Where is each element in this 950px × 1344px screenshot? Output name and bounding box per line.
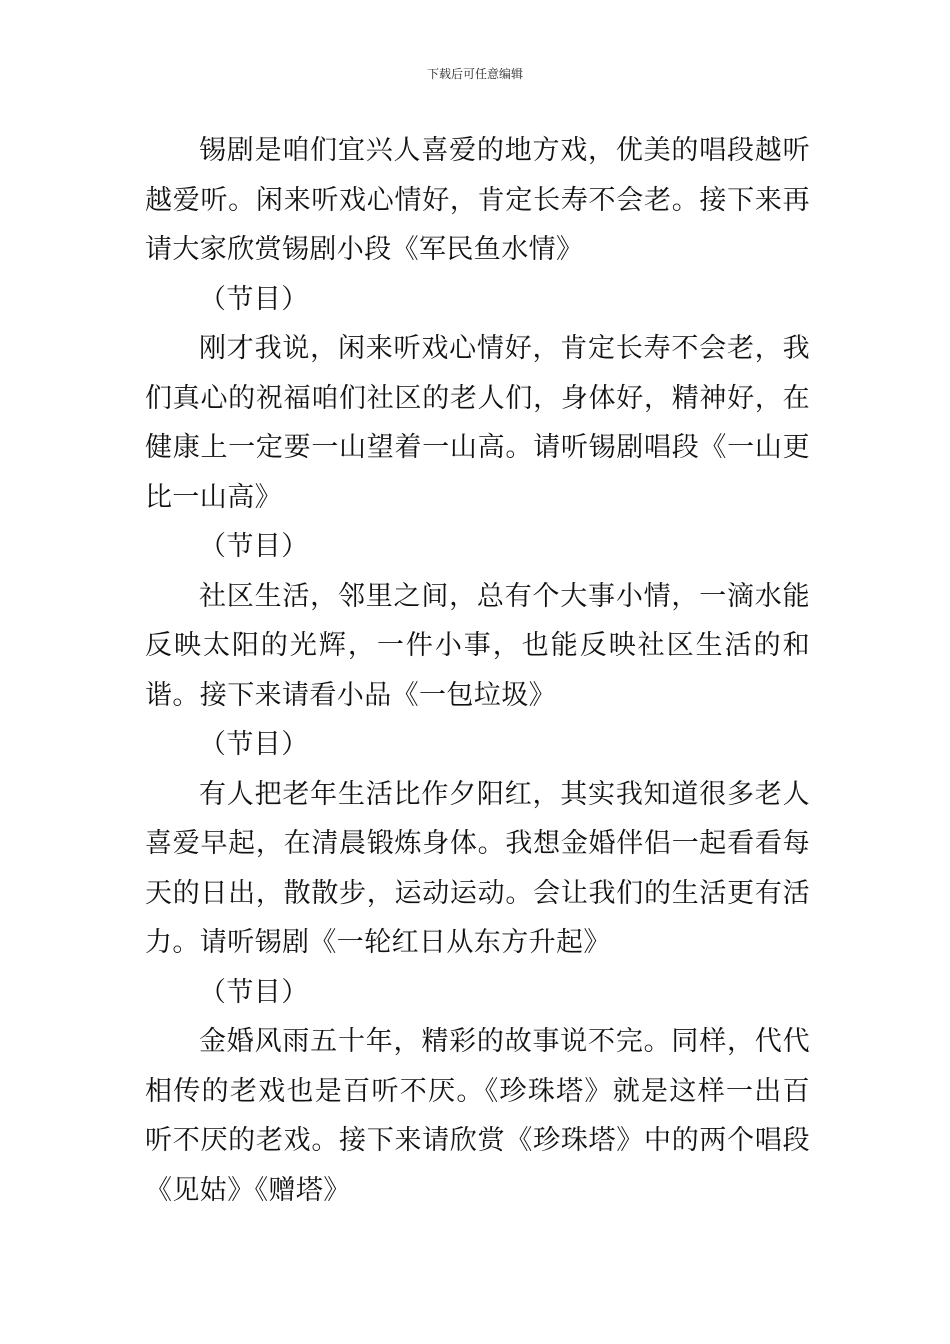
program-marker: （节目）: [199, 531, 309, 562]
paragraph-intro-xiju: 锡剧是咱们宜兴人喜爱的地方戏，优美的唱段越听越爱听。闲来听戏心情好，肯定长寿不会老。接下来再请大家欣赏锡剧小段《军民鱼水情》: [145, 135, 810, 265]
paragraph-sunrise-song: 有人把老年生活比作夕阳红，其实我知道很多老人喜爱早起，在清晨锻炼身体。我想金婚伴侣一起看看每天的日出，散散步，运动运动。会让我们的生活更有活力。请听锡剧《一轮红日从东方升起》: [145, 778, 810, 958]
program-marker: （节目）: [199, 976, 309, 1008]
program-marker: （节目）: [199, 729, 309, 760]
program-marker: （节目）: [199, 283, 309, 315]
document-body: [145, 126, 810, 1215]
paragraph-mountain-song: 刚才我说，闲来听戏心情好，肯定长寿不会老，我们真心的祝福咱们社区的老人们，身体好，精神好，在健康上一定要一山望着一山高。请听锡剧唱段《一山更比一山高》: [145, 333, 810, 513]
paragraph-pearl-tower: 金婚风雨五十年，精彩的故事说不完。同样，代代相传的老戏也是百听不厌。《珍珠塔》就是这样一出百听不厌的老戏。接下来请欣赏《珍珠塔》中的两个唱段《见姑》《赠塔》: [145, 1026, 810, 1206]
paragraph-community-sketch: 社区生活，邻里之间，总有个大事小情，一滴水能反映太阳的光辉，一件小事，也能反映社区生活的和谐。接下来请看小品《一包垃圾》: [145, 580, 810, 711]
page-header-note: 下载后可任意编辑: [426, 67, 523, 81]
